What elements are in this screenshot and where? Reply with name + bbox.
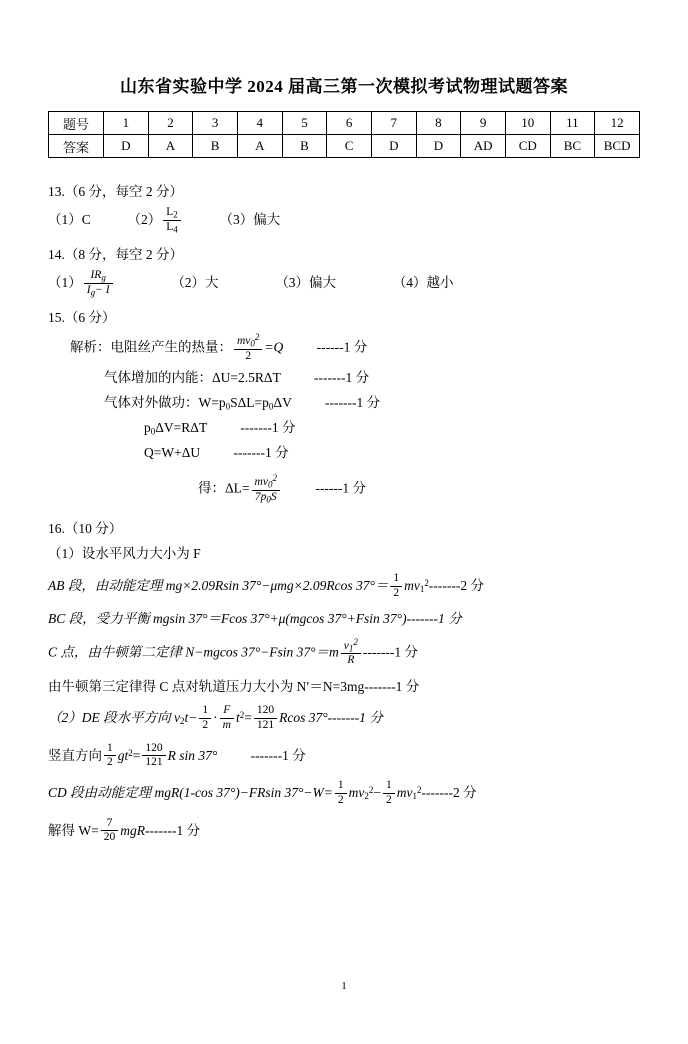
question-14-heading: 14.（8 分，每空 2 分） <box>48 247 183 263</box>
q15-line-1 <box>70 333 640 364</box>
q16-p2-mid: · <box>213 710 218 726</box>
q16-line-vertical <box>48 743 640 770</box>
q15-l3b: SΔL=p <box>230 394 269 410</box>
q16-cd-f1-num: 1 <box>337 779 344 792</box>
question-number: 6 <box>327 112 372 135</box>
q16-cd-minus: − <box>373 785 381 801</box>
q16-p2-f2-den: m <box>222 718 231 731</box>
q16-c-frac-den: R <box>347 654 355 667</box>
q16-cd-m1-sub: 2 <box>364 791 369 802</box>
q16-p2-eq: = <box>244 710 252 726</box>
answer-cell: B <box>193 135 238 158</box>
q16-v-mark: -------1 分 <box>250 747 306 763</box>
q13-part2-label: （2） <box>127 212 162 228</box>
q15-l1-num-sup: 2 <box>254 332 260 343</box>
table-row-questions <box>49 112 640 135</box>
q15-l6-mark: ------1 分 <box>315 480 366 496</box>
q16-p2-f3-num: 120 <box>256 704 275 717</box>
q16-v-f2-num: 120 <box>145 741 163 754</box>
q16-v-f1-num: 1 <box>107 741 113 754</box>
q14-frac-num-sub: g <box>101 272 106 283</box>
q16-line-result <box>48 818 640 845</box>
q15-l6-num-sup: 2 <box>272 473 277 484</box>
q16-ab-mark: -------2 分 <box>428 578 484 594</box>
question-number: 8 <box>416 112 461 135</box>
q15-l3c: ΔV <box>273 394 292 410</box>
q16-cd-m2: mv <box>396 785 413 801</box>
q14-part4: （4）越小 <box>392 275 454 291</box>
q15-fraction-2 <box>252 473 280 504</box>
q16-v-g: gt <box>117 747 129 763</box>
q15-l4-sub: 0 <box>150 426 156 437</box>
q15-l5-mark: -------1 分 <box>233 445 289 461</box>
q16-cd-text: CD 段由动能定理 mgR(1-cos 37°)−FRsin 37°−W= <box>48 785 333 801</box>
q15-l2: 气体增加的内能：ΔU=2.5RΔT <box>104 370 281 385</box>
q15-l2-mark: -------1 分 <box>313 370 370 385</box>
q16-p2-sub: 2 <box>180 716 185 727</box>
q16-p2-f3-den: 121 <box>256 718 275 731</box>
q16-part1: （1）设水平风力大小为 F <box>48 546 201 562</box>
q16-ab-sup: 2 <box>424 578 429 589</box>
q16-p2-t2-sup: 2 <box>239 710 245 721</box>
q15-line-3 <box>104 393 640 414</box>
q14-fraction <box>84 269 113 297</box>
answer-cell: AD <box>461 135 506 158</box>
answer-cell: BCD <box>595 135 640 158</box>
question-13-answers <box>48 207 640 235</box>
q15-l1-den: 2 <box>245 349 252 362</box>
q15-l6-num: mv <box>254 476 268 489</box>
question-number: 5 <box>282 112 327 135</box>
answer-cell: A <box>148 135 193 158</box>
q16-v-tail: R sin 37° <box>167 747 218 763</box>
question-14-answers <box>48 270 640 298</box>
q15-l6-den-b: S <box>270 490 277 503</box>
q16-p2-b: t− <box>184 710 198 726</box>
q14-frac-num: IR <box>90 269 102 282</box>
q13-part3: （3）偏大 <box>219 212 281 228</box>
q16-ab-text: AB 段，由动能定理 mg×2.09Rsin 37°−μmg×2.09Rcos 37°＝ <box>48 578 389 594</box>
q15-l6-den-a: 7p <box>254 490 267 503</box>
q16-cd-mark: -------2 分 <box>421 785 477 801</box>
q14-part3: （3）偏大 <box>275 275 337 291</box>
answer-cell: C <box>327 135 372 158</box>
answer-cell: D <box>371 135 416 158</box>
q14-frac-den-a: I <box>86 283 91 296</box>
document-page <box>0 72 688 1044</box>
q16-part2 <box>48 705 640 732</box>
q16-line-bc <box>48 609 640 630</box>
q16-w-fraction <box>101 817 119 844</box>
q15-l4a: p <box>144 420 151 436</box>
page-number: 1 <box>341 980 347 992</box>
q16-c-text: C 点，由牛顿第二定律 N−mgcos 37°−Fsin 37°＝m <box>48 644 339 660</box>
q15-l3: 气体对外做功：W=p <box>104 394 226 410</box>
q16-line-cd <box>48 780 640 807</box>
q15-l1-eq: =Q <box>264 339 284 355</box>
q16-ab-frac-num: 1 <box>393 572 400 585</box>
question-number: 9 <box>461 112 506 135</box>
q16-cd-m2-sup: 2 <box>416 785 422 796</box>
q13-part1: （1）C <box>48 212 91 228</box>
q15-line-5 <box>144 443 640 464</box>
q16-c-mark: -------1 分 <box>362 644 418 660</box>
q13-fraction <box>163 206 181 234</box>
q15-l4-mark: -------1 分 <box>240 420 296 436</box>
question-number: 4 <box>237 112 282 135</box>
q16-w-label: 解得 W= <box>48 822 99 838</box>
table-header-answer: 答案 <box>49 135 104 158</box>
q16-cd-fraction-2 <box>383 779 395 806</box>
q16-p2-t2: t <box>235 710 240 726</box>
q16-v-f1-den: 2 <box>107 756 113 769</box>
question-16-heading: 16.（10 分） <box>48 521 123 537</box>
q15-line-4 <box>144 418 640 439</box>
q16-w-tail: mgR <box>120 822 145 838</box>
q16-p2-f1-den: 2 <box>202 718 209 731</box>
q16-cd-f2-den: 2 <box>385 793 392 806</box>
question-15-heading: 15.（6 分） <box>48 310 116 326</box>
answer-table <box>48 111 640 158</box>
answer-cell: CD <box>505 135 550 158</box>
q15-l1-num: mv <box>237 335 251 348</box>
q16-cd-f2-num: 1 <box>385 779 392 792</box>
q16-p2-tail: Rcos 37°-------1 分 <box>279 710 383 726</box>
q16-cd-m2-sub: 1 <box>412 791 417 802</box>
q15-l3-mark: -------1 分 <box>324 394 381 410</box>
q16-v-g-sup: 2 <box>128 747 133 758</box>
q15-l1-label: 解析：电阻丝产生的热量： <box>70 339 232 355</box>
q15-l6-num-sub: 0 <box>267 479 273 490</box>
question-number: 7 <box>371 112 416 135</box>
q13-frac-den: L <box>166 220 174 233</box>
q16-p2-f1-num: 1 <box>202 704 209 717</box>
q14-frac-den-b: − I <box>95 283 110 296</box>
question-number: 2 <box>148 112 193 135</box>
q13-frac-den-sub: 4 <box>173 223 178 234</box>
q16-cd-fraction-1 <box>335 779 347 806</box>
q16-c-frac-num-sub: 1 <box>348 642 354 653</box>
solutions-body <box>48 158 640 845</box>
q16-c-frac-num: v <box>343 639 349 652</box>
q13-frac-num-sub: 2 <box>173 209 178 220</box>
q16-v-f2-den: 121 <box>145 756 163 769</box>
answer-cell: BC <box>550 135 595 158</box>
q16-line-ab <box>48 573 640 600</box>
q16-n-text: 由牛顿第三定律得 C 点对轨道压力大小为 N′＝N=3mg-------1 分 <box>48 678 420 694</box>
q14-frac-den-sub: g <box>90 286 96 297</box>
q15-l1-num-sub: 0 <box>250 338 255 349</box>
q15-line-2 <box>104 368 640 389</box>
table-header-question: 题号 <box>49 112 104 135</box>
q16-c-frac-num-sup: 2 <box>353 636 358 647</box>
q15-l4b: ΔV=RΔT <box>155 420 207 436</box>
q16-v-eq: = <box>132 747 141 763</box>
q16-bc-text: BC 段，受力平衡 mgsin 37°＝Fcos 37°+μ(mgcos 37°+Fsin 37°)-------1 分 <box>48 610 462 626</box>
q14-part1-label: （1） <box>48 275 82 291</box>
q15-fraction-1 <box>234 332 262 363</box>
question-13-heading: 13.（6 分，每空 2 分） <box>48 184 183 199</box>
question-number: 1 <box>104 112 149 135</box>
question-number: 3 <box>193 112 238 135</box>
q16-v-label: 竖直方向 <box>48 747 102 763</box>
q16-v-fraction-2 <box>142 742 165 769</box>
answer-cell: D <box>104 135 149 158</box>
q16-line-n <box>48 677 640 698</box>
question-number: 12 <box>595 112 640 135</box>
answer-cell: D <box>416 135 461 158</box>
q16-p2-fraction-3 <box>254 704 277 731</box>
q16-line-c <box>48 638 640 669</box>
q16-p2-a: （2）DE 段水平方向 v <box>48 710 180 726</box>
q15-l6-den-sub: 0 <box>266 494 271 505</box>
q16-w-num: 7 <box>106 816 113 829</box>
q16-ab-fraction <box>390 572 402 599</box>
question-number: 11 <box>550 112 595 135</box>
q16-cd-f1-den: 2 <box>337 793 344 806</box>
q16-ab-tail: mv <box>404 578 420 594</box>
q16-p2-f2-num: F <box>223 704 231 717</box>
q16-p2-fraction-2 <box>220 704 234 731</box>
q16-cd-m1-sup: 2 <box>368 785 374 796</box>
q15-l1-mark: ------1 分 <box>316 339 368 355</box>
q15-line-6 <box>198 474 640 505</box>
answer-cell: A <box>237 135 282 158</box>
q13-frac-num: L <box>166 205 174 218</box>
q16-ab-sub: 1 <box>419 584 425 595</box>
q16-w-den: 20 <box>103 830 116 843</box>
q14-part2: （2）大 <box>171 275 219 291</box>
q16-v-fraction-1 <box>104 742 116 769</box>
q15-l6-label: 得：ΔL= <box>198 480 250 496</box>
table-row-answers <box>49 135 640 158</box>
q16-cd-m1: mv <box>348 785 365 801</box>
q16-ab-frac-den: 2 <box>393 586 400 599</box>
q15-l5: Q=W+ΔU <box>144 445 201 461</box>
question-number: 10 <box>505 112 550 135</box>
answer-cell: B <box>282 135 327 158</box>
page-title: 山东省实验中学 2024 届高三第一次模拟考试物理试题答案 <box>120 77 568 96</box>
q16-p2-fraction-1 <box>199 704 211 731</box>
q16-w-mark: -------1 分 <box>144 822 201 838</box>
q16-c-fraction <box>341 637 361 668</box>
q15-l3-sub2: 0 <box>268 401 274 412</box>
q15-l3-sub: 0 <box>225 401 231 412</box>
